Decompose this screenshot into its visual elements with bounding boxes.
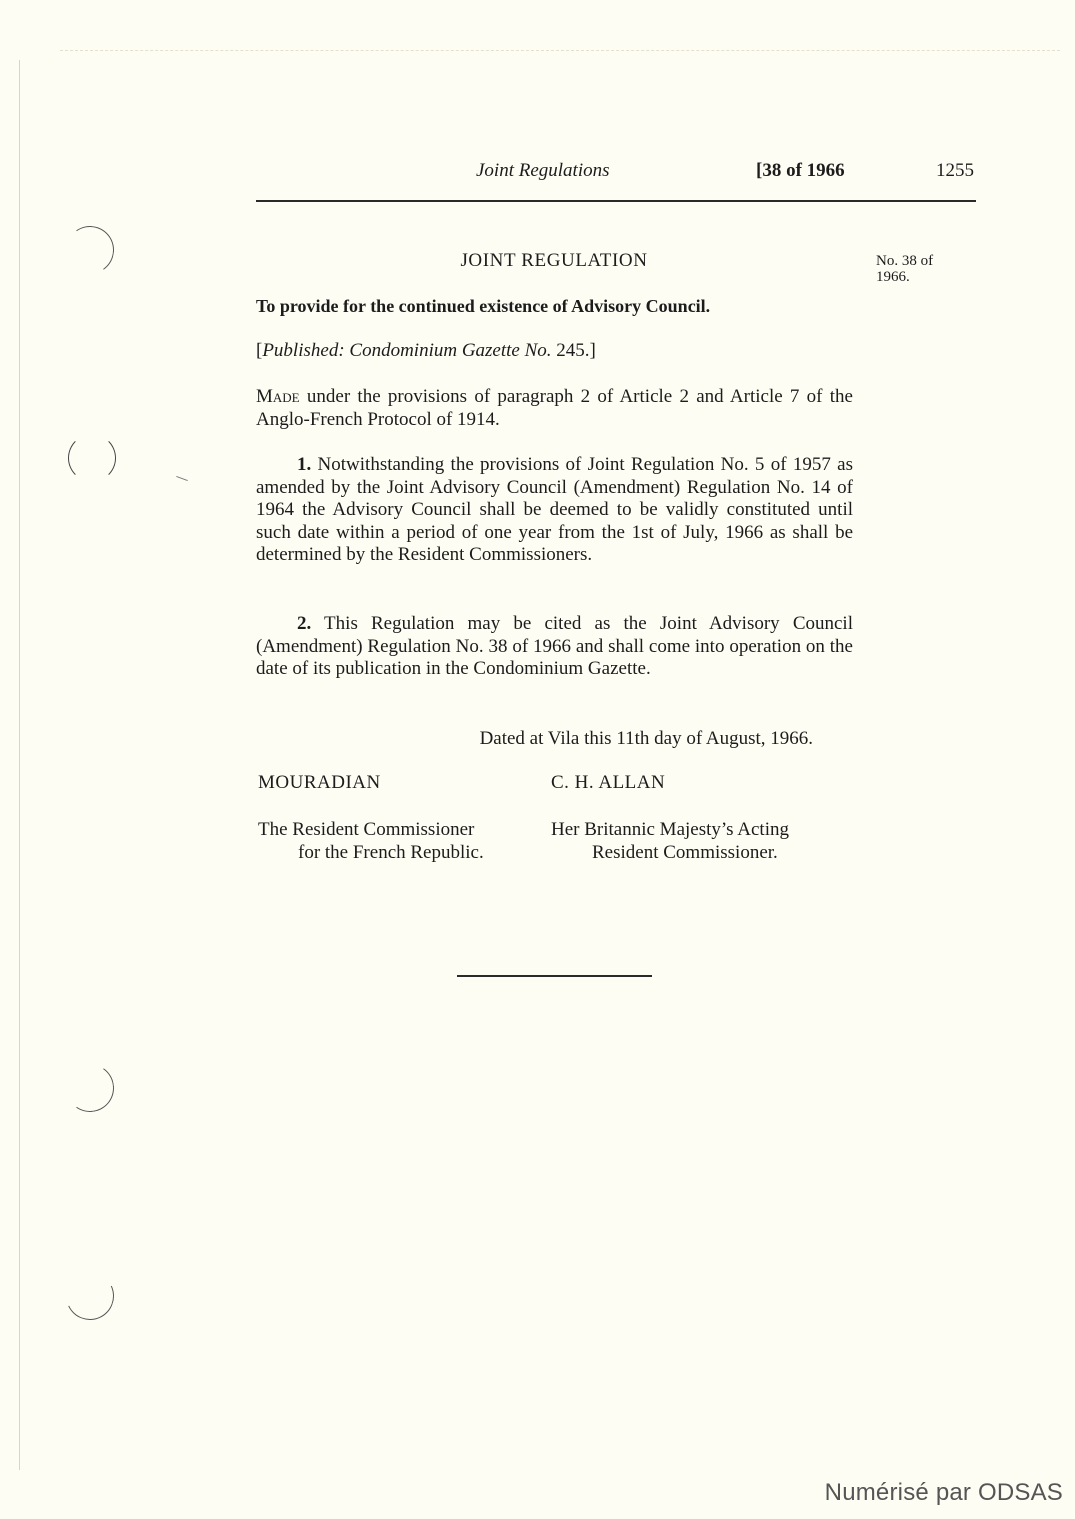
signatory-name-british: C. H. ALLAN [551,772,666,793]
punch-hole-mark [59,1265,121,1327]
enacting-text: under the provisions of paragraph 2 of Article 2 and Article 7 of the Anglo-French Protocol of 1914. [256,386,853,430]
scan-speckle-line [60,50,1060,52]
signatory-title-line: The Resident Commissioner [258,819,475,840]
signatory-title-british [551,818,841,864]
signatory-title-line: Her Britannic Majesty’s Acting [551,819,789,840]
page-edge-shadow [19,60,20,1470]
punch-hole-mark [62,1060,118,1116]
punch-hole-mark [62,222,118,278]
stray-mark [176,476,188,481]
publication-note [256,340,596,362]
dated-line: Dated at Vila this 11th day of August, 1966. [479,728,813,749]
section-2 [256,613,853,681]
publication-number: 245.] [551,340,596,361]
punch-hole-mark [68,434,116,482]
margin-note-line: 1966. [876,269,910,285]
section-1 [256,454,853,567]
running-title: Joint Regulations [476,160,610,181]
regulation-reference: [38 of 1966 [756,160,845,181]
section-text: This Regulation may be cited as the Joint Advisory Council (Amendment) Regulation No. 38 of 1966 and shall come into operation on the date of its publication in the Condominium Gazette. [256,613,853,679]
section-number: 1. [297,454,312,475]
signatory-name-french: MOURADIAN [258,772,381,793]
signatory-title-line: for the French Republic. [298,842,484,863]
margin-note [876,253,966,285]
section-number: 2. [297,613,312,634]
header-rule [256,200,976,202]
signatory-title-line: Resident Commissioner. [592,842,778,863]
end-rule [457,975,652,977]
enacting-word: Made [256,386,300,407]
margin-note-line: No. 38 of [876,253,934,269]
running-header [256,160,976,184]
publication-label: Published: Condominium Gazette No. [262,340,552,361]
enacting-clause [256,386,853,431]
page-number: 1255 [936,160,974,181]
publication-bracket: [ [256,340,263,361]
long-title: To provide for the continued existence of Advisory Council. [256,296,711,316]
regulation-heading: JOINT REGULATION [460,250,648,271]
signatory-title-french [258,818,528,864]
digitization-watermark: Numérisé par ODSAS [824,1479,1063,1506]
section-text: Notwithstanding the provisions of Joint Regulation No. 5 of 1957 as amended by the Joint Advisory Council (Amendment) Regulation No. 14 of 1964 the Advisory Council shall be deemed to be validly constituted until such date within a period of one year from the 1st of July, 1966 as shall be determined by the Resident Commissioners. [256,454,853,565]
